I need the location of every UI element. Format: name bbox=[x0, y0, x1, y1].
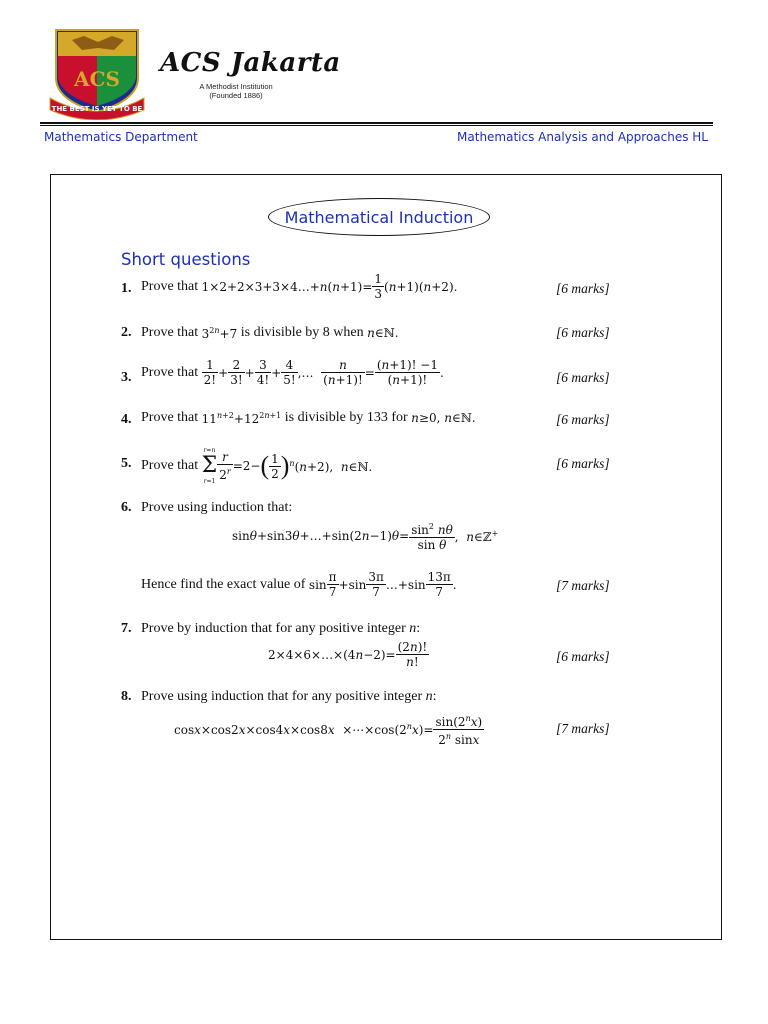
section-heading: Short questions bbox=[121, 250, 251, 269]
question-number: 8. bbox=[121, 689, 132, 704]
question-5: Prove that r=n Σ r=1 $\frac{r}{2^r}$ =2− ( $\frac{1}{2}$ ) $^n$(n+2), n∈ℕ. bbox=[141, 447, 373, 485]
question-number: 7. bbox=[121, 621, 132, 636]
question-6: Prove using induction that: bbox=[141, 500, 293, 515]
question-1: Prove that 1×2+2×3+3×4…+n(n+1)= $\frac{1}{3}$ (n+1)(n+2). bbox=[141, 272, 458, 301]
crest-motto: THE BEST IS YET TO BE bbox=[51, 105, 143, 113]
question-6-part-b: Hence find the exact value of sin $\frac{\pi}{7}$ +sin $\frac{3\pi}{7}$ …+sin $\frac{13\pi}{7}$ . bbox=[141, 570, 457, 599]
marks-label: [7 marks] bbox=[556, 721, 610, 736]
question-7-equation: 2×4×6×…×(4n−2)= $\frac{(2n)!}{n!}$ bbox=[268, 640, 428, 669]
question-number: 5. bbox=[121, 456, 132, 471]
question-number: 6. bbox=[121, 500, 132, 515]
marks-label: [6 marks] bbox=[556, 412, 610, 427]
question-8-equation: $\cos x\times\cos 2x\times\cos 4x\times\cos 8x \times\cdots\times\cos(2^nx)=$ $\frac{\sin(2^nx)}{2^n \sin x}$ bbox=[174, 714, 483, 747]
marks-label: [6 marks] bbox=[556, 456, 610, 471]
school-crest-logo bbox=[48, 26, 146, 120]
marks-label: [6 marks] bbox=[556, 370, 610, 385]
header-rule-thin bbox=[40, 125, 713, 126]
question-4: Prove that $11^{n+2}+12^{2n+1}$ is divisible by 133 for n≥0, n∈ℕ. bbox=[141, 410, 476, 426]
department-label: Mathematics Department bbox=[44, 130, 198, 144]
marks-label: [7 marks] bbox=[556, 578, 610, 593]
crest-letters: ACS bbox=[74, 67, 120, 91]
question-2: Prove that $3^{2n}+7$ is divisible by 8 when n∈ℕ. bbox=[141, 325, 399, 341]
marks-label: [6 marks] bbox=[556, 325, 610, 340]
question-number: 4. bbox=[121, 412, 132, 427]
question-number: 3. bbox=[121, 370, 132, 385]
question-6-equation: sinθ+sin3θ+…+sin(2n−1)θ= $\frac{\sin^2 n\theta}{\text{sin θ}}$ , n∈ℤ+ bbox=[232, 522, 499, 552]
question-7: Prove by induction that for any positive integer n: bbox=[141, 621, 421, 636]
question-number: 1. bbox=[121, 281, 132, 296]
marks-label: [6 marks] bbox=[556, 281, 610, 296]
school-subtitle: A Methodist Institution (Founded 1886) bbox=[199, 82, 273, 100]
question-number: 2. bbox=[121, 325, 132, 340]
question-3: Prove that $\frac{1}{2!}$ + $\frac{2}{3!}$ + $\frac{3}{4!}$ + $\frac{4}{5!}$ ,… $\frac{n}{(n+1)!}$ = $\frac{(n+1)! -1}{(n+1)!}$ . bbox=[141, 358, 444, 387]
question-8: Prove using induction that for any positive integer n: bbox=[141, 689, 437, 704]
school-name: ACS Jakarta bbox=[160, 48, 341, 78]
header-rule bbox=[40, 122, 713, 124]
worksheet-title: Mathematical Induction bbox=[268, 198, 490, 236]
marks-label: [6 marks] bbox=[556, 649, 610, 664]
course-label: Mathematics Analysis and Approaches HL bbox=[457, 130, 708, 144]
